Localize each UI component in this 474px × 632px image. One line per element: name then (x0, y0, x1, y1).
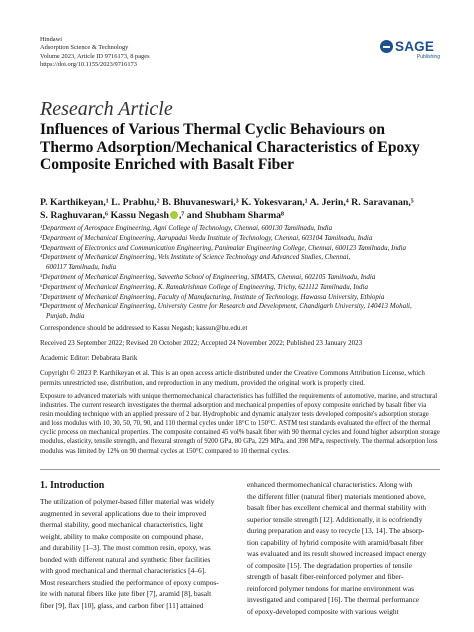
text-line: of composite [15]. The degradation properties of tensile (247, 560, 412, 570)
affiliation: ⁷Department of Mechanical Engineering, Faculty of Manufacturing, Institute of Technology, Hawassa University, Ethiopia (40, 292, 385, 301)
text-line: with good mechanical and thermal characteristics [4–6]. (40, 566, 207, 576)
sage-logo (380, 39, 440, 61)
affiliation: ¹Department of Aerospace Engineering, Agni College of Technology, Chennai, 600130 Tamilnadu, India (40, 224, 333, 232)
affiliation-list (40, 224, 450, 322)
text-line: The utilization of polymer-based filler material was widely (40, 497, 215, 506)
academic-editor: Academic Editor: Debabrata Barik (40, 354, 138, 362)
text-line: tion capability of hybrid composite with aramid/basalt fiber (247, 537, 424, 547)
text-line: bonded with different natural and synthetic fiber facilities (40, 554, 211, 564)
text-line: Most researchers studied the performance of epoxy compos- (40, 577, 219, 587)
affiliation: ⁵Department of Mechanical Engineering, Saveetha School of Engineering, SIMATS, Chennai, 602105 Tamilnadu, India (40, 272, 376, 281)
text-line: fiber [9], flax [10], glass, and carbon fiber [11] attained (40, 600, 204, 610)
sage-logo-icon (380, 40, 393, 53)
affiliation: ²Department of Mechanical Engineering, Aarupadai Veedu Institute of Technology, Chennai, 603104 Tamilnadu, India (40, 233, 373, 242)
author-names: S. Raghuvaran,⁶ Kassu Negash (40, 210, 169, 221)
text-line: weight, ability to make composite on compound phase, (40, 531, 204, 541)
text-line: ite with natural fibers like jute fiber [7], aramid [8], basalt (40, 589, 212, 599)
author-list (40, 196, 440, 222)
author-line: P. Karthikeyan,¹ L. Prabhu,² B. Bhuvaneswari,³ K. Yokesvaran,¹ A. Jerin,⁴ R. Saravanan,⁵ (40, 197, 414, 208)
body-column-right (247, 479, 440, 618)
journal-name: Adsorption Science & Technology (40, 44, 129, 52)
sage-logo-text: SAGE (395, 39, 435, 54)
correspondence-note: Correspondence should be addressed to Kassu Negash; kassun@hu.edu.et (40, 324, 248, 332)
affiliation: ⁴Department of Mechanical Engineering, Vels Institute of Science Technology and Advanced Studies, Chennai, (40, 253, 351, 262)
copyright-notice: Copyright © 2023 P. Karthikeyan et al. This is an open access article distributed under the Creative Commons Attribution License, which permits unrestricted use, distribution, and reproduction in any medium, provided the original work is properly cited. (40, 369, 425, 387)
section-divider (40, 469, 440, 470)
text-line: reinforced polymer tendons for marine environment was (247, 583, 415, 593)
text-line: superior tensile strength [12]. Additionally, it is ecofriendly (247, 514, 423, 524)
author-line (40, 209, 440, 222)
text-line: was evaluated and its result showed increased impact energy (247, 549, 427, 559)
sage-logo-subtext: Publishing (416, 54, 440, 60)
article-type: Research Article (40, 98, 173, 120)
publication-dates: Received 23 September 2022; Revised 20 October 2022; Accepted 24 November 2022; Published 23 January 2023 (40, 339, 363, 347)
text-line: and durability [1–3]. The most common resin, epoxy, was (40, 543, 211, 553)
text-line: of epoxy-developed composite with various weight (247, 607, 399, 617)
text-line: enhanced thermomechanical characteristics. Along with (247, 480, 413, 489)
text-line: investigated and compared [16]. The thermal performance (247, 595, 420, 605)
text-line: during preparation and easy to recycle [13, 14]. The absorp- (247, 526, 425, 536)
paper-title: Influences of Various Thermal Cyclic Behaviours on Thermo Adsorption/Mechanical Characteristics of Epoxy Composite Enriched with Basalt Fiber (40, 121, 420, 173)
text-line: thermal stability, good mechanical characteristics, light (40, 520, 204, 530)
abstract: Exposure to advanced materials with unique thermomechanical characteristics has fulfilled the requirements of automotive, marine, and structural industries. The current research investigates the thermal adsorption and mechanical properties of epoxy composite enriched by basalt fiber via resin moulding technique with an applied pressure of 2 bar. Hydrophobic and dynamic analyzer tests developed composite's adsorption storage and loss modulus with 10, 30, 50, 70, 90, and 110 thermal cycles under 18°C to 150°C. ASTM test standards evaluated the effect of the thermal cyclic process on mechanical properties. The composite contained 45 vol% basalt fiber with 90 thermal cycles and found higher adsorption storage modulus, elasticity, tensile strength, and flexural strength of 9200 GPa, 80 GPa, 229 MPa, and 398 MPa, respectively. The thermal adsorption loss modulus was limited by 12% on 90 thermal cycles at 150°C compared to 10 thermal cycles. (40, 393, 440, 455)
affiliation: 600117 Tamilnadu, India (46, 263, 117, 272)
affiliation: ⁸Department of Mechanical Engineering, University Centre for Research and Development, Chandigarh University, 140413 Mohali, (40, 302, 412, 311)
volume-info: Volume 2023, Article ID 9716173, 8 pages (40, 52, 150, 60)
text-line: basalt fiber has excellent chemical and thermal stability with (247, 503, 427, 513)
doi-link[interactable]: https://doi.org/10.1155/2023/9716173 (40, 61, 137, 69)
body-column-left (40, 496, 233, 611)
affiliation: ³Department of Electronics and Communication Engineering, Panimalar Engineering College, Chennai, 600123 Tamilnadu, India (40, 243, 406, 252)
orcid-icon[interactable] (170, 211, 178, 219)
affiliation: Punjab, India (46, 312, 85, 321)
text-line: the different filler (natural fiber) materials mentioned above, (247, 491, 426, 501)
journal-header (40, 36, 150, 70)
publisher-name: Hindawi (40, 36, 63, 43)
text-line: strength of basalt fiber-reinforced polymer and fiber- (247, 572, 404, 582)
text-line: augmented in several applications due to their improved (40, 508, 207, 518)
affiliation: ⁶Department of Mechanical Engineering, K. Ramakrishnan College of Engineering, Trichy, 621112 Tamilnadu, India (40, 282, 368, 291)
author-names: ,⁷ and Shubham Sharma⁸ (178, 210, 284, 221)
section-heading: 1. Introduction (40, 480, 105, 491)
